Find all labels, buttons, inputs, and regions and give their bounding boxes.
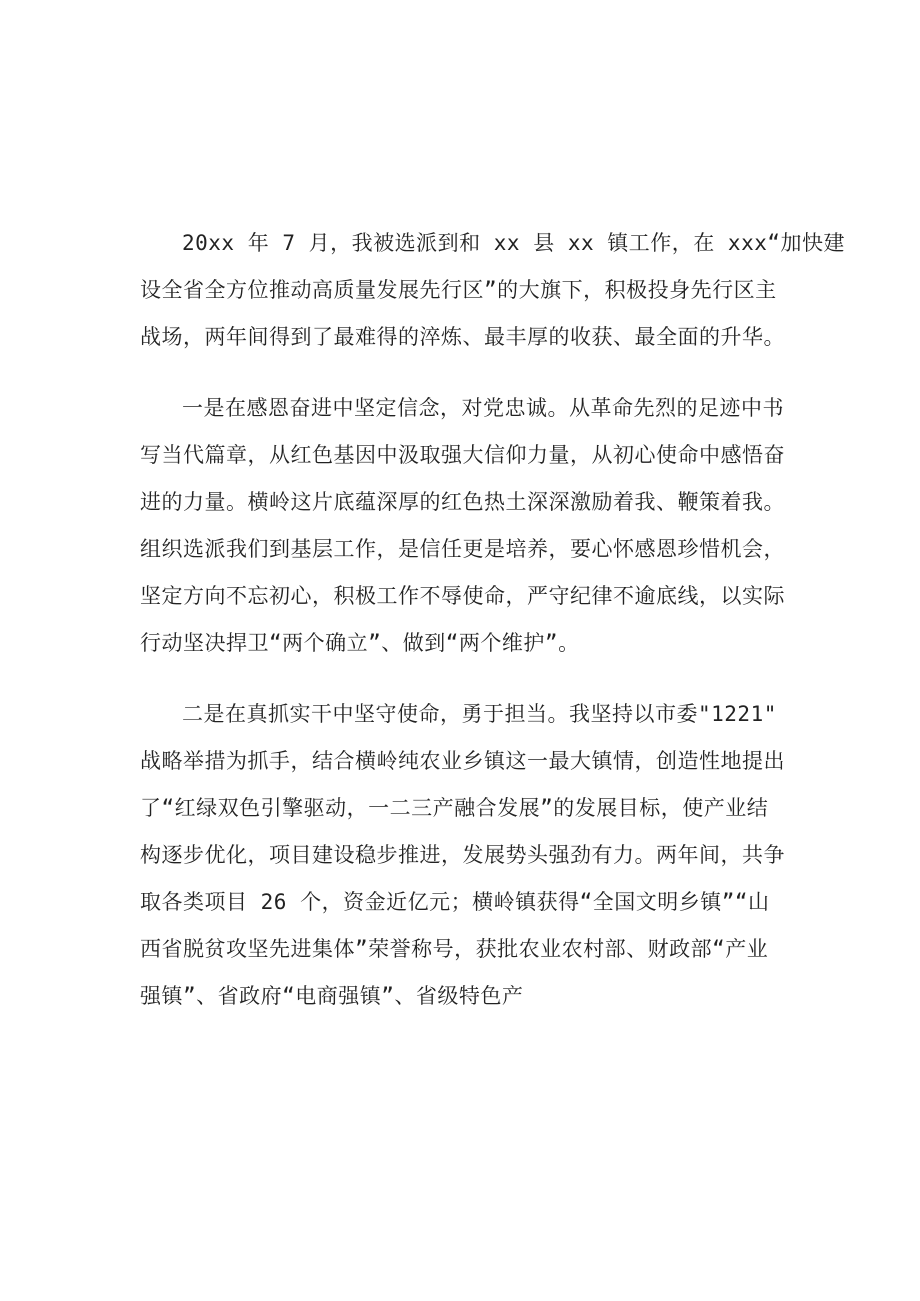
paragraph-point-one <box>140 385 785 667</box>
text-line: 20xx 年 7 月，我被选派到和 xx 县 xx 镇工作，在 xxx“加快建 <box>182 231 846 255</box>
text-line: 强镇”、省政府“电商强镇”、省级特色产 <box>140 984 524 1008</box>
text-line: 二是在真抓实干中坚守使命，勇于担当。我坚持以市委"1221" <box>182 702 777 726</box>
text-line: 构逐步优化，项目建设稳步推进，发展势头强劲有力。两年间，共争 <box>140 843 785 867</box>
text-line: 战场，两年间得到了最难得的淬炼、最丰厚的收获、最全面的升华。 <box>140 325 785 349</box>
text-line: 取各类项目 26 个，资金近亿元；横岭镇获得“全国文明乡镇”“山 <box>140 890 770 914</box>
document-body <box>140 220 846 1044</box>
paragraph-point-two <box>140 691 785 1020</box>
text-line: 写当代篇章，从红色基因中汲取强大信仰力量，从初心使命中感悟奋 <box>140 443 785 467</box>
text-line: 战略举措为抓手，结合横岭纯农业乡镇这一最大镇情，创造性地提出 <box>140 749 785 773</box>
text-line: 坚定方向不忘初心，积极工作不辱使命，严守纪律不逾底线，以实际 <box>140 584 785 608</box>
text-line: 西省脱贫攻坚先进集体”荣誉称号，获批农业农村部、财政部“产业 <box>140 937 769 961</box>
text-line: 进的力量。横岭这片底蕴深厚的红色热土深深激励着我、鞭策着我。 <box>140 490 785 514</box>
text-line: 行动坚决捍卫“两个确立”、做到“两个维护”。 <box>140 631 580 655</box>
text-line: 了“红绿双色引擎驱动，一二三产融合发展”的发展目标，使产业结 <box>140 796 769 820</box>
text-line: 一是在感恩奋进中坚定信念，对党忠诚。从革命先烈的足迹中书 <box>182 396 784 420</box>
paragraph-intro <box>140 220 846 361</box>
text-line: 设全省全方位推动高质量发展先行区”的大旗下，积极投身先行区主 <box>140 278 777 302</box>
text-line: 组织选派我们到基层工作，是信任更是培养，要心怀感恩珍惜机会， <box>140 537 785 561</box>
